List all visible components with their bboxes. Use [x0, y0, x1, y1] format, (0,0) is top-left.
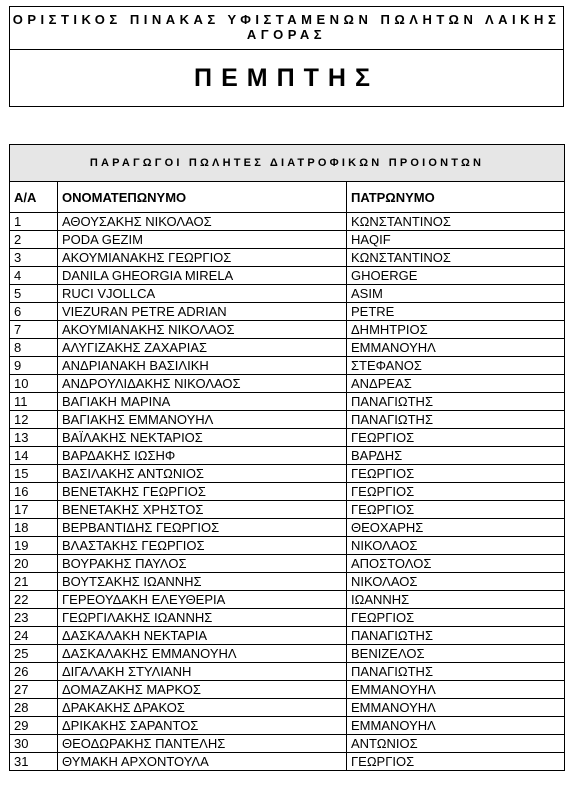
row-number: 8 — [10, 339, 58, 357]
row-number: 31 — [10, 753, 58, 771]
table-row — [10, 267, 565, 285]
fullname-cell: RUCI VJOLLCA — [58, 285, 347, 303]
table-row — [10, 303, 565, 321]
fathers-name-cell: ΑΝΔΡΕΑΣ — [347, 375, 565, 393]
fathers-name-cell: ΑΠΟΣΤΟΛΟΣ — [347, 555, 565, 573]
fullname-cell: ΔΡΑΚΑΚΗΣ ΔΡΑΚΟΣ — [58, 699, 347, 717]
vendors-table — [9, 144, 565, 771]
fullname-cell: ΔΑΣΚΑΛΑΚΗ ΝΕΚΤΑΡΙΑ — [58, 627, 347, 645]
fathers-name-cell: ΝΙΚΟΛΑΟΣ — [347, 537, 565, 555]
row-number: 27 — [10, 681, 58, 699]
fullname-cell: ΒΑΣΙΛΑΚΗΣ ΑΝΤΩΝΙΟΣ — [58, 465, 347, 483]
row-number: 29 — [10, 717, 58, 735]
fathers-name-cell: ΑΝΤΩΝΙΟΣ — [347, 735, 565, 753]
row-number: 30 — [10, 735, 58, 753]
row-number: 7 — [10, 321, 58, 339]
fathers-name-cell: ΕΜΜΑΝΟΥΗΛ — [347, 339, 565, 357]
fathers-name-cell: ΚΩΝΣΤΑΝΤΙΝΟΣ — [347, 249, 565, 267]
table-row — [10, 465, 565, 483]
fullname-cell: ΑΝΔΡΙΑΝΑΚΗ ΒΑΣΙΛΙΚΗ — [58, 357, 347, 375]
column-header-fathers-name: ΠΑΤΡΩΝΥΜΟ — [347, 182, 565, 213]
row-number: 13 — [10, 429, 58, 447]
fathers-name-cell: ΓΕΩΡΓΙΟΣ — [347, 429, 565, 447]
fathers-name-cell: ΓΕΩΡΓΙΟΣ — [347, 465, 565, 483]
fathers-name-cell: ΒΕΝΙΖΕΛΟΣ — [347, 645, 565, 663]
document-title — [10, 7, 563, 50]
fullname-cell: ΒΛΑΣΤΑΚΗΣ ΓΕΩΡΓΙΟΣ — [58, 537, 347, 555]
fullname-cell: ΒΕΡΒΑΝΤΙΔΗΣ ΓΕΩΡΓΙΟΣ — [58, 519, 347, 537]
fathers-name-cell: ΝΙΚΟΛΑΟΣ — [347, 573, 565, 591]
document-header — [9, 6, 564, 107]
fullname-cell: ΒΟΥΤΣΑΚΗΣ ΙΩΑΝΝΗΣ — [58, 573, 347, 591]
row-number: 14 — [10, 447, 58, 465]
table-row — [10, 591, 565, 609]
row-number: 6 — [10, 303, 58, 321]
fathers-name-cell: GHOERGE — [347, 267, 565, 285]
fathers-name-cell: ASIM — [347, 285, 565, 303]
table-row — [10, 609, 565, 627]
row-number: 24 — [10, 627, 58, 645]
row-number: 2 — [10, 231, 58, 249]
fullname-cell: ΓΕΩΡΓΙΛΑΚΗΣ ΙΩΑΝΝΗΣ — [58, 609, 347, 627]
fullname-cell: ΒΕΝΕΤΑΚΗΣ ΓΕΩΡΓΙΟΣ — [58, 483, 347, 501]
fullname-cell: ΒΑΡΔΑΚΗΣ ΙΩΣΗΦ — [58, 447, 347, 465]
fathers-name-cell: ΔΗΜΗΤΡΙΟΣ — [347, 321, 565, 339]
fullname-cell: ΒΟΥΡΑΚΗΣ ΠΑΥΛΟΣ — [58, 555, 347, 573]
day-title: ΠΕΜΠΤΗΣ — [194, 63, 379, 92]
column-header-row — [10, 182, 565, 213]
table-row — [10, 393, 565, 411]
fathers-name-cell: PETRE — [347, 303, 565, 321]
fullname-cell: ΑΝΔΡΟΥΛΙΔΑΚΗΣ ΝΙΚΟΛΑΟΣ — [58, 375, 347, 393]
table-row — [10, 645, 565, 663]
row-number: 26 — [10, 663, 58, 681]
table-row — [10, 213, 565, 231]
fullname-cell: ΔΑΣΚΑΛΑΚΗΣ ΕΜΜΑΝΟΥΗΛ — [58, 645, 347, 663]
row-number: 22 — [10, 591, 58, 609]
table-row — [10, 285, 565, 303]
table-row — [10, 429, 565, 447]
table-row — [10, 627, 565, 645]
fathers-name-cell: ΘΕΟΧΑΡΗΣ — [347, 519, 565, 537]
fathers-name-cell: ΕΜΜΑΝΟΥΗΛ — [347, 717, 565, 735]
fullname-cell: VIEZURAN PETRE ADRIAN — [58, 303, 347, 321]
row-number: 18 — [10, 519, 58, 537]
row-number: 1 — [10, 213, 58, 231]
fathers-name-cell: ΠΑΝΑΓΙΩΤΗΣ — [347, 411, 565, 429]
fullname-cell: ΑΚΟΥΜΙΑΝΑΚΗΣ ΓΕΩΡΓΙΟΣ — [58, 249, 347, 267]
table-row — [10, 555, 565, 573]
row-number: 19 — [10, 537, 58, 555]
row-number: 5 — [10, 285, 58, 303]
fathers-name-cell: ΙΩΑΝΝΗΣ — [347, 591, 565, 609]
row-number: 25 — [10, 645, 58, 663]
fathers-name-cell: ΒΑΡΔΗΣ — [347, 447, 565, 465]
table-row — [10, 717, 565, 735]
table-row — [10, 321, 565, 339]
table-row — [10, 681, 565, 699]
table-row — [10, 573, 565, 591]
row-number: 11 — [10, 393, 58, 411]
table-row — [10, 411, 565, 429]
table-row — [10, 663, 565, 681]
title-line-1: ΟΡΙΣΤΙΚΟΣ ΠΙΝΑΚΑΣ ΥΦΙΣΤΑΜΕΝΩΝ ΠΩΛΗΤΩΝ ΛΑΙΚΗΣ — [12, 12, 561, 27]
fullname-cell: ΔΡΙΚΑΚΗΣ ΣΑΡΑΝΤΟΣ — [58, 717, 347, 735]
fullname-cell: DANILA GHEORGIA MIRELA — [58, 267, 347, 285]
column-header-fullname: ΟΝΟΜΑΤΕΠΩΝΥΜΟ — [58, 182, 347, 213]
row-number: 20 — [10, 555, 58, 573]
table-row — [10, 519, 565, 537]
section-title: ΠΑΡΑΓΩΓΟΙ ΠΩΛΗΤΕΣ ΔΙΑΤΡΟΦΙΚΩΝ ΠΡΟΙΟΝΤΩΝ — [10, 145, 565, 182]
fathers-name-cell: ΓΕΩΡΓΙΟΣ — [347, 483, 565, 501]
fullname-cell: ΘΥΜΑΚΗ ΑΡΧΟΝΤΟΥΛΑ — [58, 753, 347, 771]
fathers-name-cell: ΚΩΝΣΤΑΝΤΙΝΟΣ — [347, 213, 565, 231]
table-row — [10, 735, 565, 753]
table-row — [10, 249, 565, 267]
row-number: 4 — [10, 267, 58, 285]
fullname-cell: ΒΑΓΙΑΚΗΣ ΕΜΜΑΝΟΥΗΛ — [58, 411, 347, 429]
fathers-name-cell: HAQIF — [347, 231, 565, 249]
row-number: 28 — [10, 699, 58, 717]
column-header-aa: Α/Α — [10, 182, 58, 213]
table-row — [10, 537, 565, 555]
fullname-cell: PODA GEZIM — [58, 231, 347, 249]
fullname-cell: ΒΑΓΙΑΚΗ ΜΑΡΙΝΑ — [58, 393, 347, 411]
table-row — [10, 699, 565, 717]
fathers-name-cell: ΕΜΜΑΝΟΥΗΛ — [347, 699, 565, 717]
row-number: 23 — [10, 609, 58, 627]
fullname-cell: ΓΕΡΕΟΥΔΑΚΗ ΕΛΕΥΘΕΡΙΑ — [58, 591, 347, 609]
table-row — [10, 447, 565, 465]
table-row — [10, 357, 565, 375]
table-row — [10, 501, 565, 519]
fathers-name-cell: ΣΤΕΦΑΝΟΣ — [347, 357, 565, 375]
row-number: 16 — [10, 483, 58, 501]
row-number: 17 — [10, 501, 58, 519]
fullname-cell: ΑΘΟΥΣΑΚΗΣ ΝΙΚΟΛΑΟΣ — [58, 213, 347, 231]
row-number: 3 — [10, 249, 58, 267]
table-row — [10, 339, 565, 357]
fathers-name-cell: ΠΑΝΑΓΙΩΤΗΣ — [347, 663, 565, 681]
fullname-cell: ΔΙΓΑΛΑΚΗ ΣΤΥΛΙΑΝΗ — [58, 663, 347, 681]
row-number: 10 — [10, 375, 58, 393]
row-number: 9 — [10, 357, 58, 375]
fathers-name-cell: ΠΑΝΑΓΙΩΤΗΣ — [347, 393, 565, 411]
fullname-cell: ΒΑΪΛΑΚΗΣ ΝΕΚΤΑΡΙΟΣ — [58, 429, 347, 447]
fathers-name-cell: ΓΕΩΡΓΙΟΣ — [347, 609, 565, 627]
fathers-name-cell: ΕΜΜΑΝΟΥΗΛ — [347, 681, 565, 699]
table-row — [10, 483, 565, 501]
fullname-cell: ΘΕΟΔΩΡΑΚΗΣ ΠΑΝΤΕΛΗΣ — [58, 735, 347, 753]
fullname-cell: ΑΛΥΓΙΖΑΚΗΣ ΖΑΧΑΡΙΑΣ — [58, 339, 347, 357]
fathers-name-cell: ΓΕΩΡΓΙΟΣ — [347, 501, 565, 519]
fathers-name-cell: ΠΑΝΑΓΙΩΤΗΣ — [347, 627, 565, 645]
row-number: 21 — [10, 573, 58, 591]
fullname-cell: ΔΟΜΑΖΑΚΗΣ ΜΑΡΚΟΣ — [58, 681, 347, 699]
row-number: 12 — [10, 411, 58, 429]
table-row — [10, 231, 565, 249]
table-row — [10, 375, 565, 393]
row-number: 15 — [10, 465, 58, 483]
title-line-2: ΑΓΟΡΑΣ — [246, 27, 327, 42]
fathers-name-cell: ΓΕΩΡΓΙΟΣ — [347, 753, 565, 771]
fullname-cell: ΑΚΟΥΜΙΑΝΑΚΗΣ ΝΙΚΟΛΑΟΣ — [58, 321, 347, 339]
fullname-cell: ΒΕΝΕΤΑΚΗΣ ΧΡΗΣΤΟΣ — [58, 501, 347, 519]
table-row — [10, 753, 565, 771]
